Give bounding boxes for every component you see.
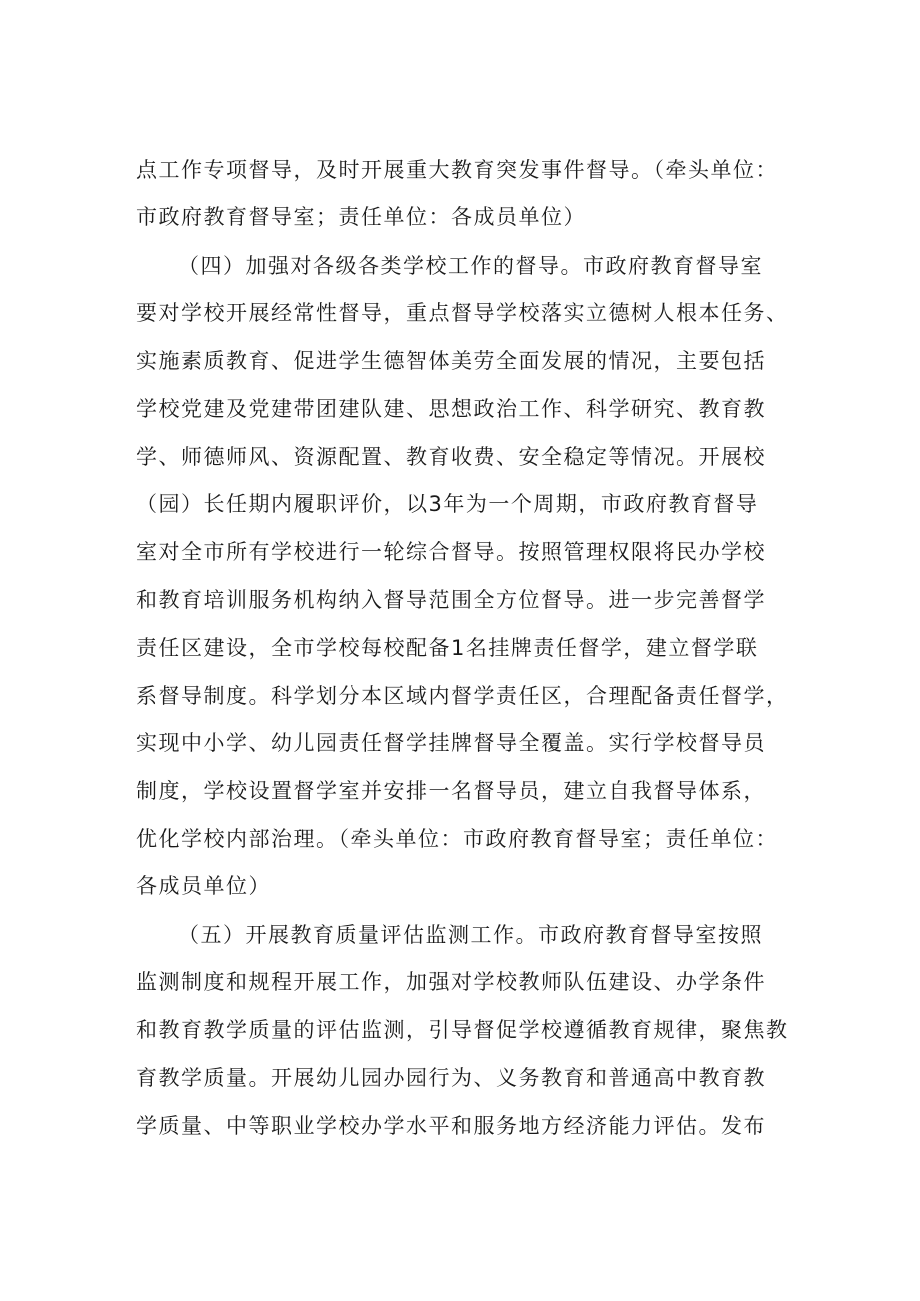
text-line: 各成员单位）	[136, 874, 271, 898]
text-line: 市政府教育督导室；责任单位：各成员单位）	[136, 205, 586, 229]
paragraph-heading-four: （四）加强对各级各类学校工作的督导。市政府教育督导室	[178, 254, 763, 278]
text-line: 要对学校开展经常性督导，重点督导学校落实立德树人根本任务、	[136, 301, 789, 325]
text-line: 学校党建及党建带团建队建、思想政治工作、科学研究、教育教	[136, 397, 766, 421]
text-line: 学质量、中等职业学校办学水平和服务地方经济能力评估。发布	[136, 1114, 766, 1138]
text-line: 优化学校内部治理。（牵头单位：市政府教育督导室；责任单位：	[136, 827, 778, 851]
text-line: 和教育教学质量的评估监测，引导督促学校遵循教育规律，聚焦教	[136, 1018, 789, 1042]
text-line: 实现中小学、幼儿园责任督学挂牌督导全覆盖。实行学校督导员	[136, 731, 766, 755]
text-line: 责任区建设，全市学校每校配备1名挂牌责任督学，建立督学联	[136, 636, 759, 660]
text-line: 学、师德师风、资源配置、教育收费、安全稳定等情况。开展校	[136, 445, 766, 469]
text-line: 实施素质教育、促进学生德智体美劳全面发展的情况，主要包括	[136, 349, 766, 373]
text-line: 点工作专项督导，及时开展重大教育突发事件督导。（牵头单位：	[136, 158, 778, 182]
text-line: 制度，学校设置督学室并安排一名督导员，建立自我督导体系，	[136, 779, 766, 803]
text-line: 系督导制度。科学划分本区域内督学责任区，合理配备责任督学，	[136, 684, 789, 708]
paragraph-heading-five: （五）开展教育质量评估监测工作。市政府教育督导室按照	[178, 923, 763, 947]
text-line: （园）长任期内履职评价，以3年为一个周期，市政府教育督导	[136, 492, 759, 516]
text-line: 育教学质量。开展幼儿园办园行为、义务教育和普通高中教育教	[136, 1066, 766, 1090]
text-line: 和教育培训服务机构纳入督导范围全方位督导。进一步完善督学	[136, 588, 766, 612]
text-line: 室对全市所有学校进行一轮综合督导。按照管理权限将民办学校	[136, 540, 766, 564]
text-line: 监测制度和规程开展工作，加强对学校教师队伍建设、办学条件	[136, 970, 766, 994]
